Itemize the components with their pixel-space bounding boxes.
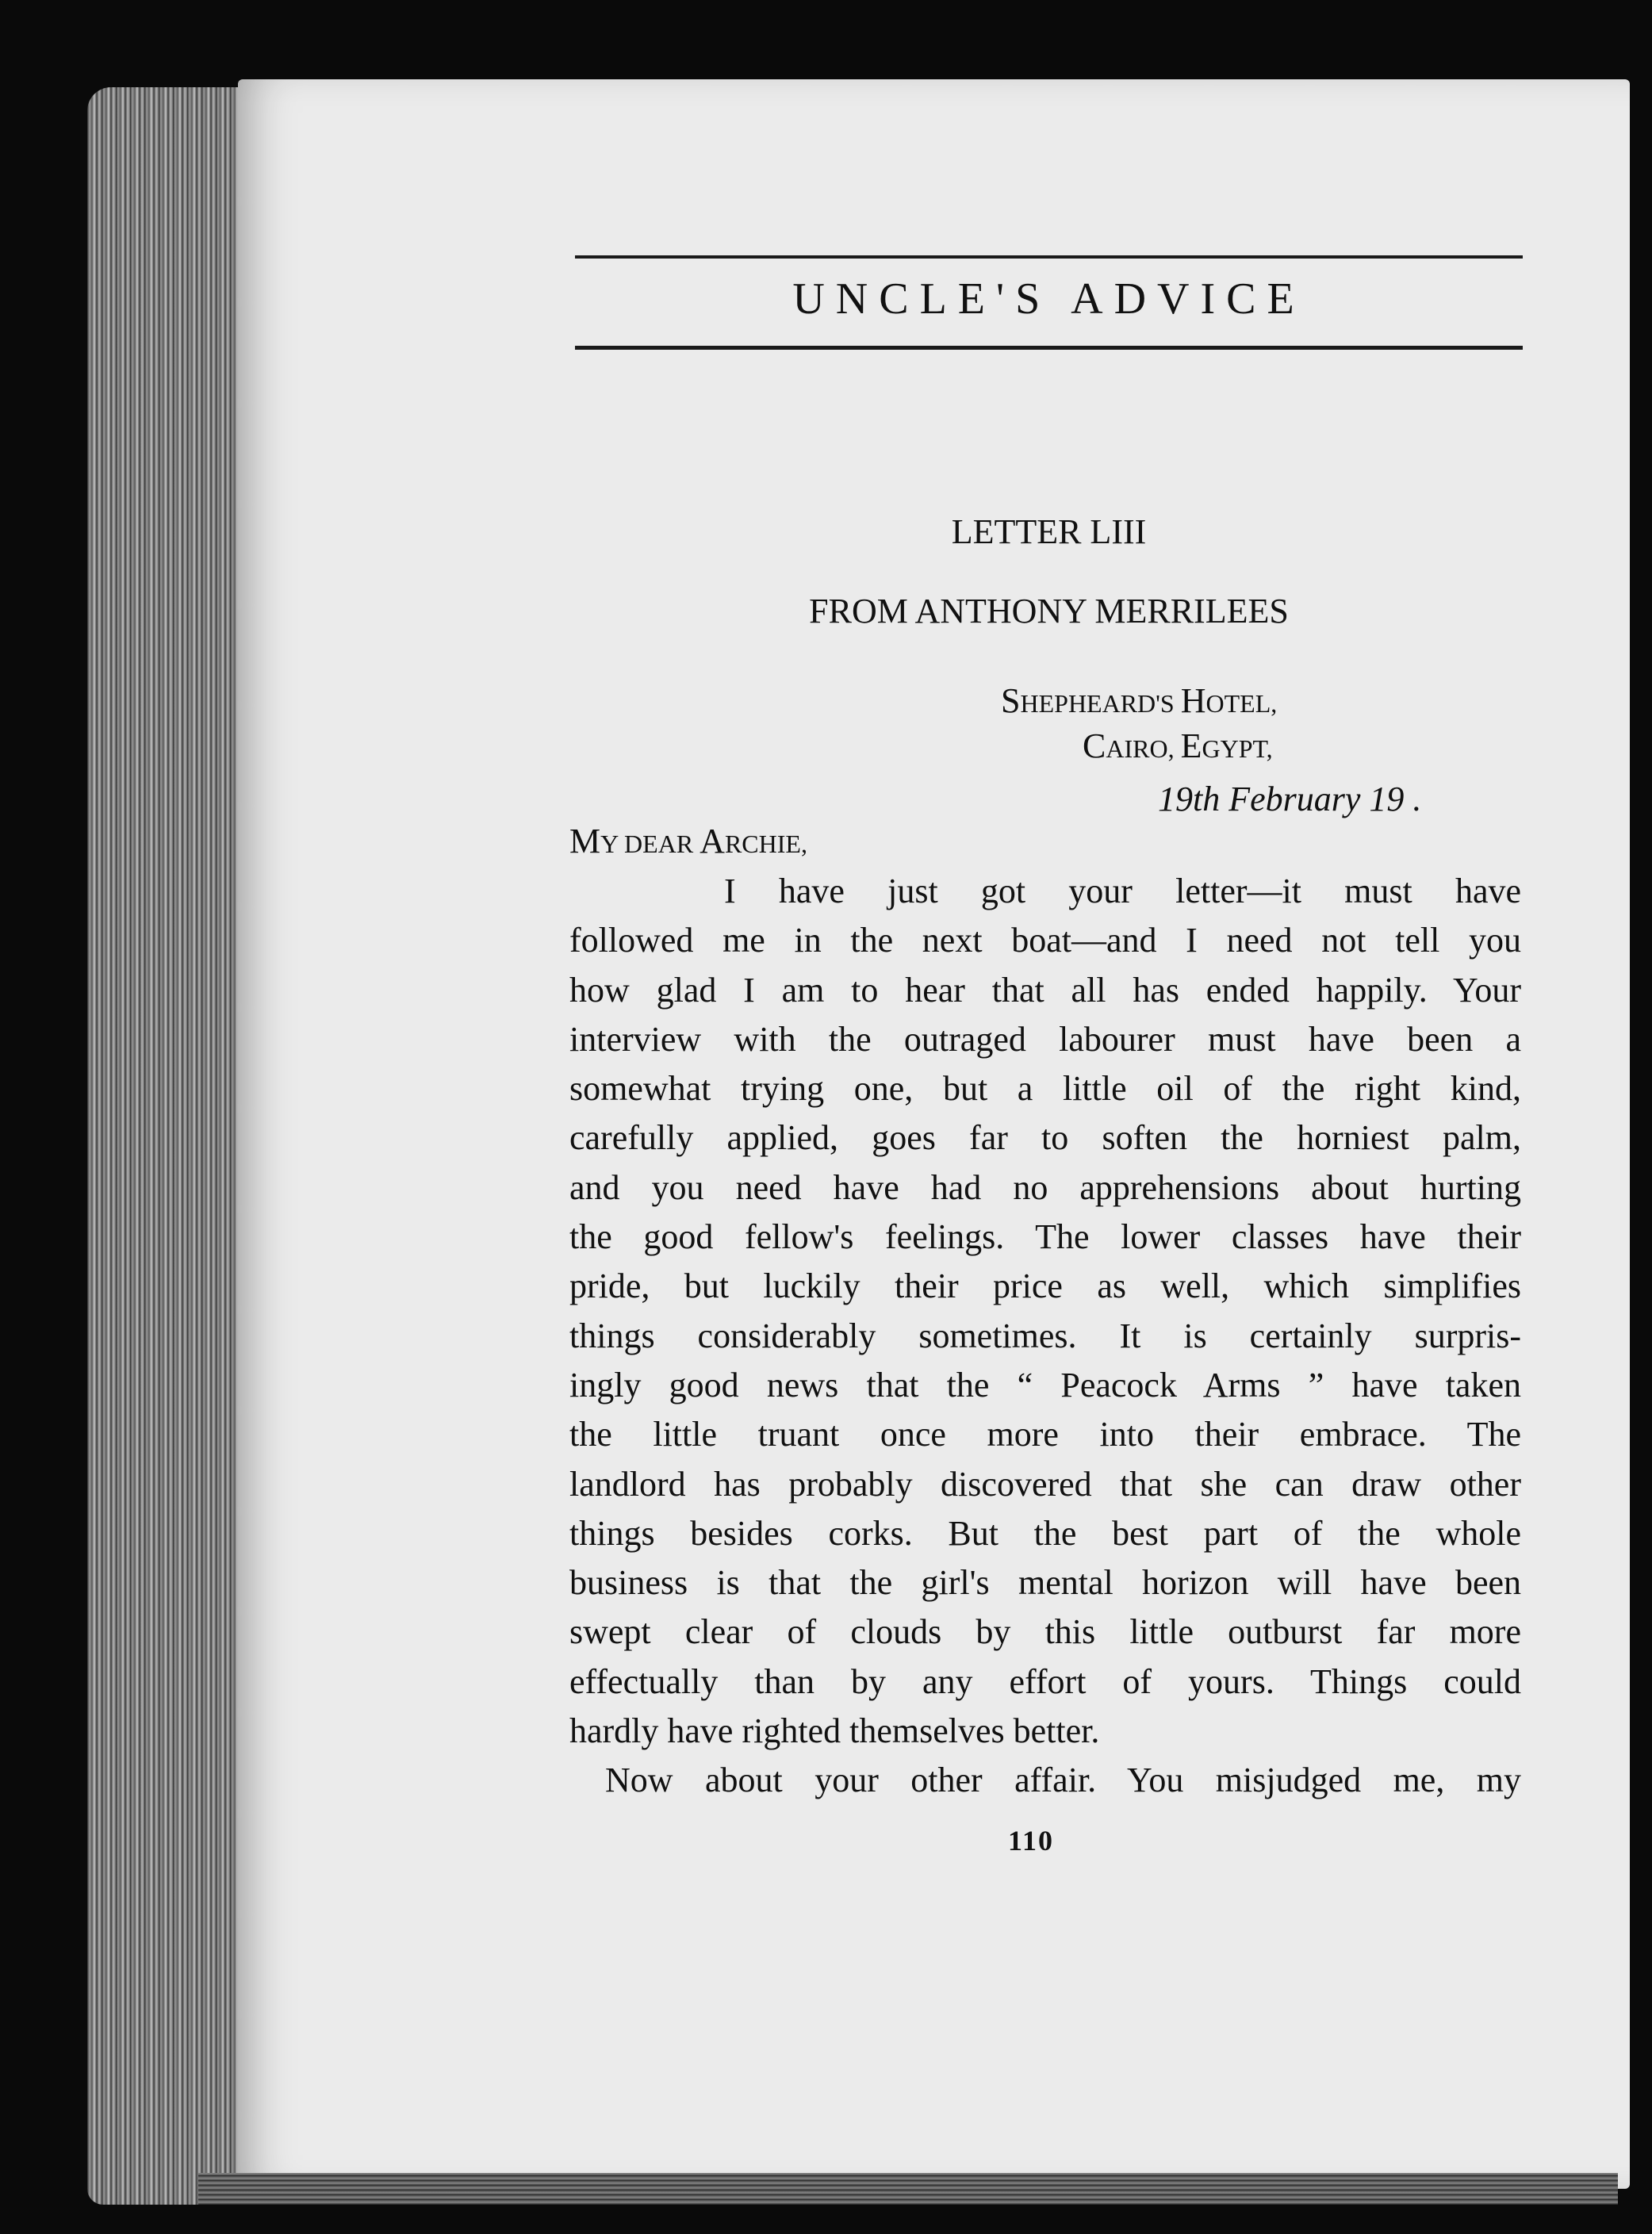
running-head: UNCLE'S ADVICE bbox=[792, 274, 1305, 324]
body-line: swept clear of clouds by this little outburst far more bbox=[569, 1612, 1521, 1652]
body-line: things besides corks. But the best part of the whole bbox=[569, 1513, 1521, 1553]
body-line: things considerably sometimes. It is certainly surpris- bbox=[569, 1316, 1521, 1355]
salutation: MY DEAR ARCHIE, bbox=[569, 822, 807, 860]
body-line: landlord has probably discovered that she can draw other bbox=[569, 1464, 1521, 1504]
letter-sender: FROM ANTHONY MERRILEES bbox=[809, 592, 1289, 630]
address-hotel: SHEPHEARD'S HOTEL, bbox=[1001, 681, 1278, 720]
header-rule-top bbox=[575, 255, 1523, 259]
body-line: effectually than by any effort of yours. Things could bbox=[569, 1661, 1521, 1701]
body-line: somewhat trying one, but a little oil of the right kind, bbox=[569, 1069, 1521, 1109]
body-line: followed me in the next boat—and I need not tell you bbox=[569, 921, 1521, 960]
body-line: the good fellow's feelings. The lower classes have their bbox=[569, 1217, 1521, 1257]
page-number: 110 bbox=[1007, 1825, 1054, 1857]
letter-date: 19th February 19 . bbox=[1158, 780, 1422, 818]
body-line: carefully applied, goes far to soften the horniest palm, bbox=[569, 1118, 1521, 1158]
address-city: CAIRO, EGYPT, bbox=[1083, 726, 1273, 765]
body-line: the little truant once more into their embrace. The bbox=[569, 1415, 1521, 1454]
body-line: and you need have had no apprehensions about hurting bbox=[569, 1167, 1521, 1207]
letter-title: LETTER LIII bbox=[951, 512, 1147, 551]
header-rule-bottom bbox=[575, 346, 1523, 350]
body-line: ingly good news that the “ Peacock Arms ” have taken bbox=[569, 1365, 1521, 1404]
body-line: hardly have righted themselves better. bbox=[569, 1711, 1100, 1751]
body-line: I have just got your letter—it must have bbox=[724, 872, 1521, 910]
body-line: interview with the outraged labourer must have been a bbox=[569, 1019, 1521, 1059]
body-line: how glad I am to hear that all has ended happily. Your bbox=[569, 970, 1521, 1010]
body-line: business is that the girl's mental horizon will have been bbox=[569, 1563, 1521, 1603]
letter-body bbox=[569, 867, 1521, 1806]
body-line: pride, but luckily their price as well, which simplifies bbox=[569, 1266, 1521, 1306]
page-bottom-edge bbox=[198, 2173, 1618, 2205]
body-line: Now about your other affair. You misjudged me, my bbox=[605, 1761, 1521, 1800]
